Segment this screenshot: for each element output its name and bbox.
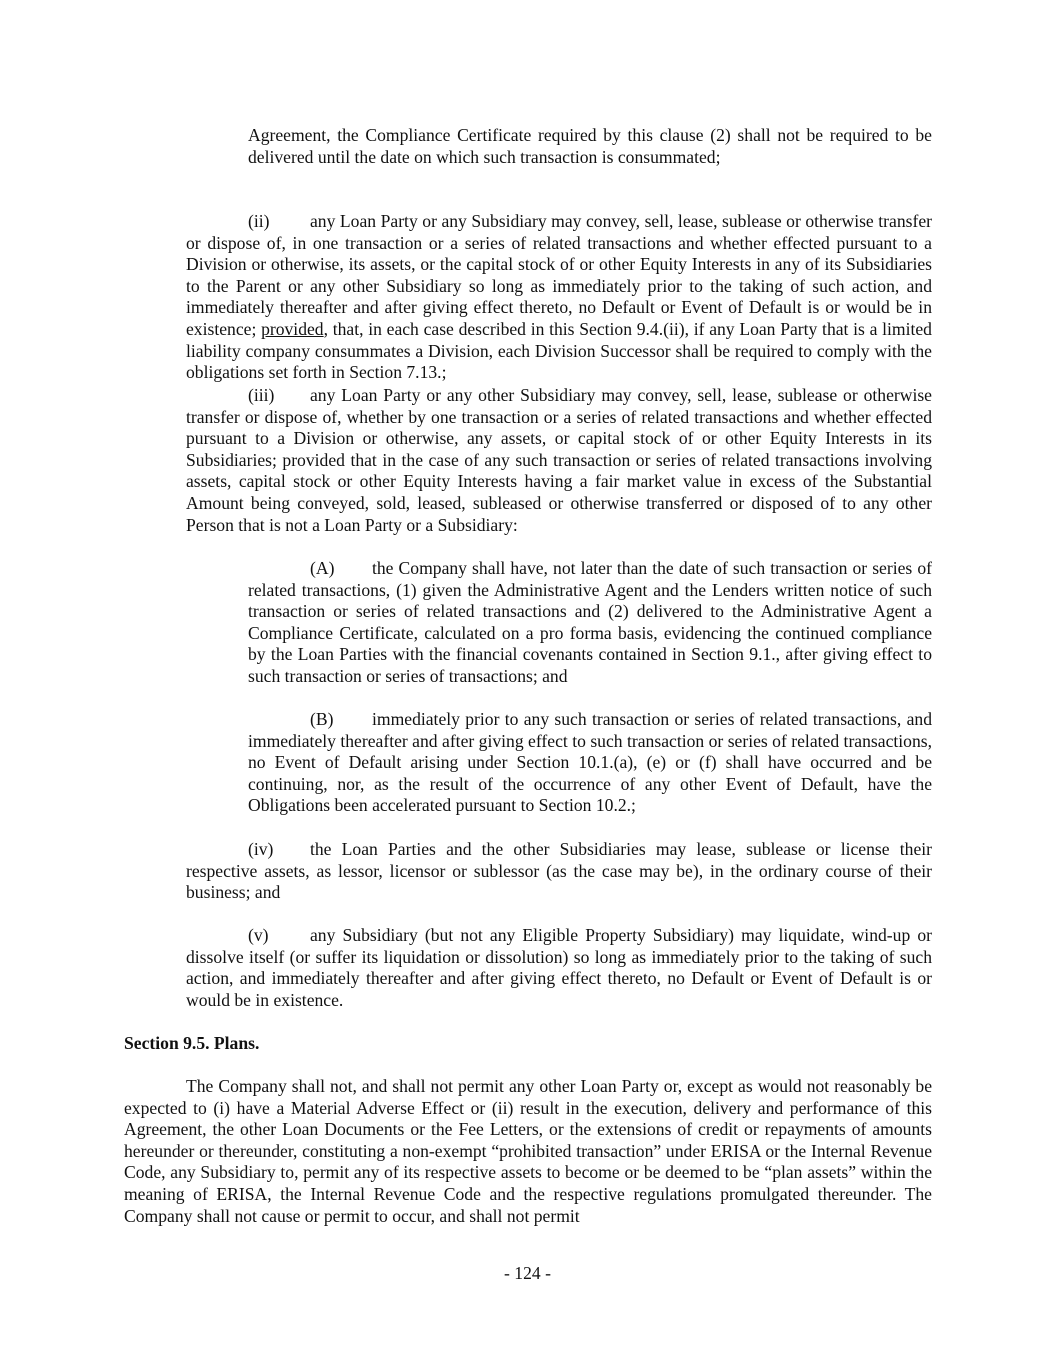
page-number: - 124 - xyxy=(504,1263,551,1283)
clause-label: (A) xyxy=(310,558,335,578)
paragraph-continuation xyxy=(248,125,932,168)
clause-iv xyxy=(186,839,932,904)
clause-text-continued: , that, in each case described in this Section 9.4.(ii), if any Loan Party that is a limited liability company consummates a Division, each Division Successor shall be required to comply with the obligations set forth in Section 7.13.; xyxy=(186,318,932,383)
clause-text: any Subsidiary (but not any Eligible Property Subsidiary) may liquidate, wind-up or dissolve itself (or suffer its liquidation or dissolution) so long as immediately prior to the taking of such action, and immediately thereafter and after giving effect thereto, no Default or Event of Default is or would be in existence. xyxy=(186,925,932,1010)
section-body xyxy=(124,1076,932,1227)
clause-label: (B) xyxy=(310,709,334,729)
clause-v xyxy=(186,925,932,1011)
clause-text: the Company shall have, not later than the date of such transaction or series of related transactions, (1) given the Administrative Agent and the Lenders written notice of such transaction or series of related transactions and (2) delivered to the Administrative Agent a Compliance Certificate, calculated on a pro forma basis, evidencing the continued compliance by the Loan Parties with the financial covenants contained in Section 9.1., after giving effect to such transaction or series of transactions; and xyxy=(248,558,932,686)
clause-ii xyxy=(186,211,932,384)
clause-text: any Loan Party or any other Subsidiary may convey, sell, lease, sublease or otherwise transfer or dispose of, whether by one transaction or a series of related transactions and whether effected pursuant to a Division or otherwise, any assets, or capital stock of or other Equity Interests in its Subsidiaries; provided that in the case of any such transaction or series of related transactions involving assets, capital stock or other Equity Interests having a fair market value in excess of the Substantial Amount being conveyed, sold, leased, subleased or otherwise transferred or disposed of to any other Person that is not a Loan Party or a Subsidiary: xyxy=(186,385,932,535)
clause-label: (ii) xyxy=(248,211,270,231)
underlined-term: provided xyxy=(261,318,324,339)
clause-label: (iv) xyxy=(248,839,274,859)
section-body-text: The Company shall not, and shall not permit any other Loan Party or, except as would not reasonably be expected to (i) have a Material Adverse Effect or (ii) result in the execution, delivery and performance of this Agreement, the other Loan Documents or the Fee Letters, or the extensions of credit or repayments of amounts hereunder or thereunder, constituting a non-exempt “prohibited transaction” under ERISA or the Internal Revenue Code, any Subsidiary to, permit any of its respective assets to become or be deemed to be “plan assets” within the meaning of ERISA, the Internal Revenue Code and the respective regulations promulgated thereunder. The Company shall not cause or permit to occur, and shall not permit xyxy=(124,1076,932,1226)
clause-label: (v) xyxy=(248,925,269,945)
section-heading: Section 9.5. Plans. xyxy=(124,1033,260,1053)
paragraph-text: Agreement, the Compliance Certificate required by this clause (2) shall not be required to be delivered until the date on which such transaction is consummated; xyxy=(248,125,932,167)
clause-label: (iii) xyxy=(248,385,275,405)
clause-text: the Loan Parties and the other Subsidiaries may lease, sublease or license their respective assets, as lessor, licensor or sublessor (as the case may be), in the ordinary course of their business; and xyxy=(186,839,932,903)
subclause-B xyxy=(248,709,932,817)
clause-text: any Loan Party or any Subsidiary may convey, sell, lease, sublease or otherwise transfer or dispose of, in one transaction or a series of related transactions and whether effected pursuant to a Division or otherwise, its assets, or the capital stock of or other Equity Interests in any of its Subsidiaries to the Parent or any other Subsidiary so long as immediately prior to the taking of such action, and immediately thereafter and after giving effect thereto, no Default or Event of Default is or would be in existence; xyxy=(186,211,932,339)
clause-iii xyxy=(186,385,932,536)
subclause-A xyxy=(248,558,932,688)
clause-text: immediately prior to any such transaction or series of related transactions, and immediately thereafter and after giving effect to such transaction or series of related transactions, no Event of Default arising under Section 10.1.(a), (e) or (f) shall have occurred and be continuing, nor, as the result of the occurrence of any other Event of Default, have the Obligations been accelerated pursuant to Section 10.2.; xyxy=(248,709,932,816)
